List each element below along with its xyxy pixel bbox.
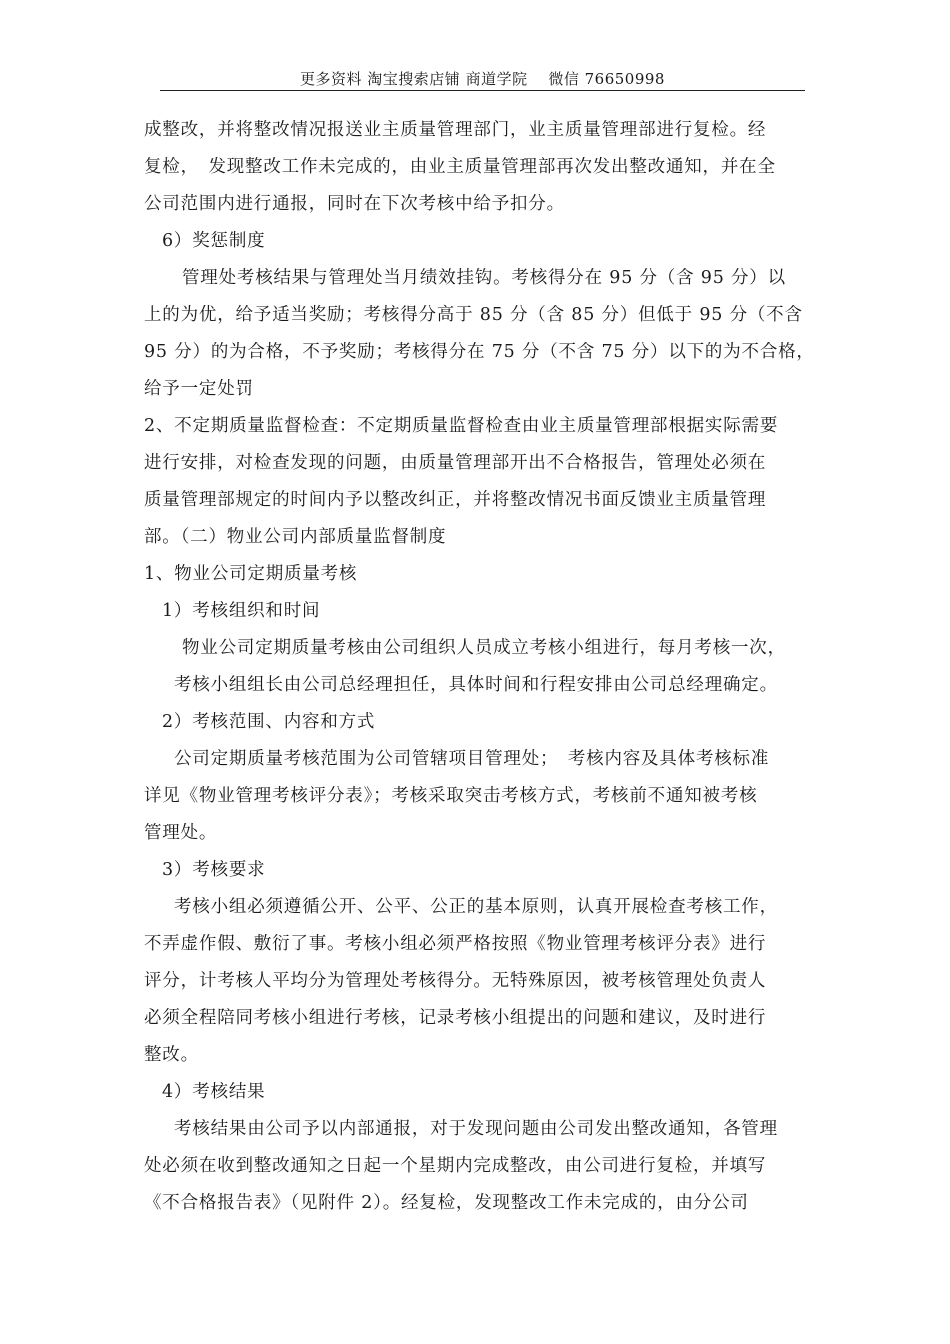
paragraph-line: 《不合格报告表》（见附件 2）。经复检，发现整改工作未完成的，由分公司	[144, 1193, 749, 1213]
section-heading: 6）奖惩制度	[162, 231, 266, 251]
paragraph-line: 上的为优，给予适当奖励；考核得分高于 85 分（含 85 分）但低于 95 分（不含	[144, 305, 803, 325]
paragraph-line: 管理处考核结果与管理处当月绩效挂钩。考核得分在 95 分（含 95 分）以	[182, 268, 786, 288]
page-header: 更多资料 淘宝搜索店铺 商道学院 微信 76650998	[300, 70, 665, 88]
document-body	[144, 112, 814, 1222]
paragraph-line: 考核小组必须遵循公开、公平、公正的基本原则，认真开展检查考核工作，	[174, 897, 778, 917]
paragraph-line: 进行安排，对检查发现的问题，由质量管理部开出不合格报告，管理处必须在	[144, 453, 767, 473]
header-divider	[160, 90, 805, 91]
paragraph-line: 成整改，并将整改情况报送业主质量管理部门，业主质量管理部进行复检。经	[144, 120, 767, 140]
section-heading: 1）考核组织和时间	[162, 601, 321, 621]
paragraph-line: 公司定期质量考核范围为公司管辖项目管理处； 考核内容及具体考核标准	[174, 749, 770, 769]
paragraph-line: 详见《物业管理考核评分表》；考核采取突击考核方式，考核前不通知被考核	[144, 786, 758, 806]
section-heading: 2）考核范围、内容和方式	[162, 712, 376, 732]
paragraph-line: 考核结果由公司予以内部通报，对于发现问题由公司发出整改通知，各管理	[174, 1119, 778, 1139]
paragraph-line: 考核小组组长由公司总经理担任，具体时间和行程安排由公司总经理确定。	[174, 675, 778, 695]
paragraph-line: 2、不定期质量监督检查：不定期质量监督检查由业主质量管理部根据实际需要	[144, 416, 779, 436]
paragraph-line: 整改。	[144, 1045, 199, 1065]
paragraph-line: 给予一定处罚	[144, 379, 254, 399]
paragraph-line: 95 分）的为合格，不予奖励；考核得分在 75 分（不含 75 分）以下的为不合格，	[144, 342, 815, 362]
paragraph-line: 必须全程陪同考核小组进行考核，记录考核小组提出的问题和建议，及时进行	[144, 1008, 767, 1028]
paragraph-line: 不弄虚作假、敷衍了事。考核小组必须严格按照《物业管理考核评分表》进行	[144, 934, 767, 954]
paragraph-line: 复检， 发现整改工作未完成的，由业主质量管理部再次发出整改通知，并在全	[144, 157, 776, 177]
paragraph-line: 部。（二）物业公司内部质量监督制度	[144, 527, 447, 547]
section-heading: 3）考核要求	[162, 860, 266, 880]
paragraph-line: 公司范围内进行通报，同时在下次考核中给予扣分。	[144, 194, 565, 214]
paragraph-line: 处必须在收到整改通知之日起一个星期内完成整改，由公司进行复检，并填写	[144, 1156, 767, 1176]
section-heading: 1、物业公司定期质量考核	[144, 564, 358, 584]
paragraph-line: 管理处。	[144, 823, 218, 843]
paragraph-line: 质量管理部规定的时间内予以整改纠正，并将整改情况书面反馈业主质量管理	[144, 490, 767, 510]
section-heading: 4）考核结果	[162, 1082, 266, 1102]
paragraph-line: 评分，计考核人平均分为管理处考核得分。无特殊原因，被考核管理处负责人	[144, 971, 767, 991]
paragraph-line: 物业公司定期质量考核由公司组织人员成立考核小组进行，每月考核一次，	[182, 638, 786, 658]
